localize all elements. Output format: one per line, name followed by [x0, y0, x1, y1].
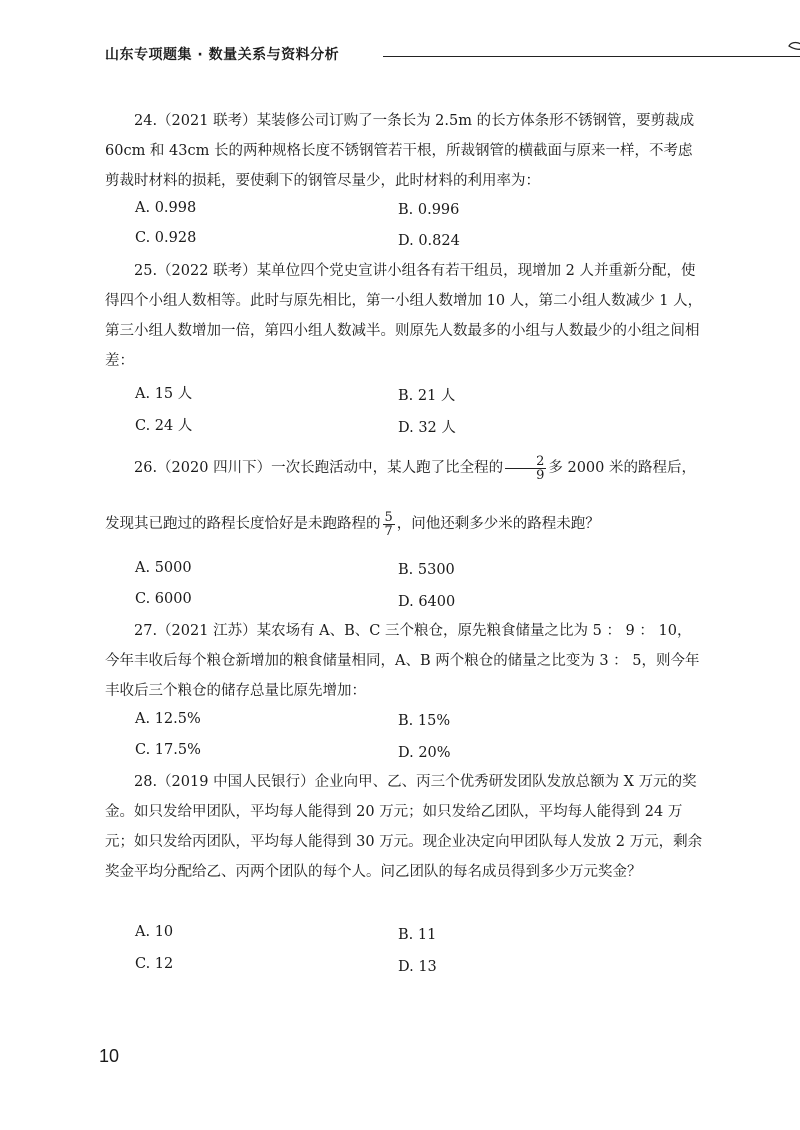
option-a: A. 15 人: [135, 386, 193, 402]
option-a: A. 0.998: [135, 200, 197, 216]
question-stem: 27.（2021 江苏）某农场有 A、B、C 三个粮仓，原先粮食储量之比为 5 ： 9 ： 10，今年丰收后每个粮仓新增加的粮食储量相同，A、B 两个粮仓的储量之比变为 3 ： 5，则今年丰收后三个粮仓的储存总量比原先增加：: [105, 623, 700, 699]
option-c: C. 17.5%: [135, 742, 201, 758]
fraction: $\frac{5}{7}$: [384, 509, 393, 539]
option-b: B. 11: [398, 927, 437, 943]
option-d: D. 0.824: [398, 233, 460, 249]
option-a: A. 10: [135, 924, 174, 940]
question-28: [105, 767, 705, 887]
option-a: A. 5000: [135, 560, 192, 576]
question-stem-part: 多 2000 米的路程后，: [548, 460, 696, 476]
question-stem: 24.（2021 联考）某装修公司订购了一条长为 2.5m 的长方体条形不锈钢管，要剪裁成 60cm 和 43cm 长的两种规格长度不锈钢管若干根，所裁钢管的横截面与原来一样，不考虑剪裁时材料的损耗，要使剩下的钢管尽量少，此时材料的利用率为：: [105, 113, 695, 189]
option-b: B. 0.996: [398, 202, 460, 218]
header-title: 山东专项题集 · 数量关系与资料分析: [105, 47, 340, 63]
option-c: C. 6000: [135, 591, 192, 607]
option-c: C. 0.928: [135, 230, 197, 246]
question-stem: 25.（2022 联考）某单位四个党史宣讲小组各有若干组员，现增加 2 人并重新分配，使得四个小组人数相等。此时与原先相比，第一小组人数增加 10 人，第二小组人数减少 1 人，第三小组人数增加一倍，第四小组人数减半。则原先人数最多的小组与人数最少的小组之间相差：: [105, 263, 703, 369]
question-stem-part: 发现其已跑过的路程长度恰好是未跑路程的: [105, 516, 381, 532]
fraction: $\frac{2}{9}$: [505, 455, 546, 482]
question-27: [105, 616, 705, 706]
question-stem-part: ，问他还剩多少米的路程未跑？: [396, 516, 600, 532]
header-rule: [383, 56, 800, 57]
question-24: [105, 106, 705, 196]
option-b: B. 5300: [398, 562, 455, 578]
option-b: B. 15%: [398, 713, 451, 729]
question-26: [105, 448, 705, 544]
question-stem-part: 26.（2020 四川下）一次长跑活动中，某人跑了比全程的: [134, 460, 504, 476]
page-number: 10: [99, 1046, 120, 1066]
sprout-icon: [785, 36, 800, 64]
option-c: C. 12: [135, 956, 174, 972]
option-d: D. 32 人: [398, 420, 456, 436]
page-header: [105, 38, 725, 68]
option-d: D. 13: [398, 959, 437, 975]
option-d: D. 6400: [398, 594, 456, 610]
question-stem: 28.（2019 中国人民银行）企业向甲、乙、丙三个优秀研发团队发放总额为 X 万元的奖金。如只发给甲团队，平均每人能得到 20 万元；如只发给乙团队，平均每人能得到 24 万元；如只发给丙团队，平均每人能得到 30 万元。现企业决定向甲团队每人发放 2 万元，剩余奖金平均分配给乙、丙两个团队的每个人。问乙团队的每名成员得到多少万元奖金？: [105, 774, 703, 880]
option-b: B. 21 人: [398, 388, 456, 404]
option-d: D. 20%: [398, 745, 451, 761]
question-25: [105, 256, 705, 376]
option-c: C. 24 人: [135, 418, 193, 434]
option-a: A. 12.5%: [135, 711, 201, 727]
